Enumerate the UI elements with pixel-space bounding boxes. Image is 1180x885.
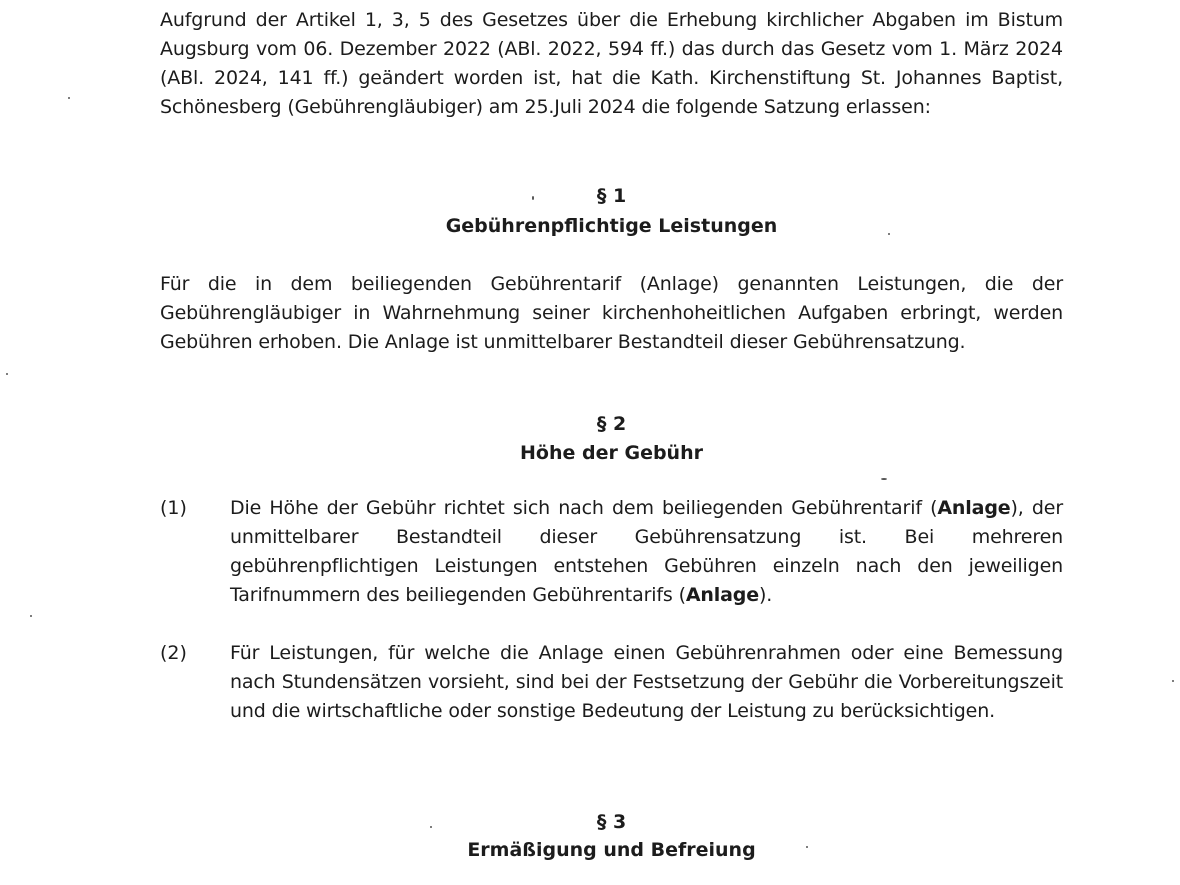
- item-number: (2): [160, 642, 187, 664]
- item-text: Für Leistungen, für welche die Anlage einen Gebührenrahmen oder eine Bemessung nach Stundensätzen vorsieht, sind bei der Festsetzung der Gebühr die Vorbereitungszeit und die wirtschaftliche oder sonstige Bedeutung der Leistung zu berücksichtigen.: [230, 642, 1063, 722]
- section-2-number: § 2: [596, 413, 627, 435]
- scan-speck: [6, 373, 8, 375]
- section-3-number: § 3: [596, 811, 627, 833]
- anlage-reference: Anlage: [937, 497, 1011, 519]
- scan-speck: [430, 826, 432, 828]
- section-3-title: Ermäßigung und Befreiung: [467, 839, 756, 861]
- item-text: [230, 494, 1063, 610]
- item-text-part: ).: [758, 584, 773, 606]
- scan-speck: [1172, 680, 1174, 682]
- item-number: (1): [160, 497, 187, 519]
- section-2-title: Höhe der Gebühr: [520, 442, 703, 464]
- scan-speck: [888, 233, 890, 235]
- scan-speck: [68, 97, 70, 99]
- anlage-reference: Anlage: [685, 584, 759, 606]
- item-text-part: Die Höhe der Gebühr richtet sich nach dem beiliegenden Gebührentarif (: [230, 497, 938, 519]
- scan-speck: [532, 196, 534, 200]
- intro-paragraph: Aufgrund der Artikel 1, 3, 5 des Gesetzes über die Erhebung kirchlicher Abgaben im Bistum Augsburg vom 06. Dezember 2022 (ABl. 2022, 594 ff.) das durch das Gesetz vom 1. März 2024 (ABl. 2024, 141 ff.) geändert worden ist, hat die Kath. Kirchenstiftung St. Johannes Baptist, Schönesberg (Gebührengläubiger) am 25.Juli 2024 die folgende Satzung erlassen:: [160, 9, 1063, 118]
- scan-speck: [806, 846, 808, 848]
- item-text-part: ), der unmittelbarer Bestandteil dieser Gebührensatzung ist. Bei mehreren gebührenpflichtigen Leistungen entstehen Gebühren einzeln nach den jeweiligen Tarifnummern des beiliegenden Gebührentarifs (: [230, 497, 1063, 606]
- scan-speck: [30, 615, 32, 617]
- section-1-number: § 1: [596, 185, 627, 207]
- section-1-body: Für die in dem beiliegenden Gebührentarif (Anlage) genannten Leistungen, die der Gebührengläubiger in Wahrnehmung seiner kirchenhoheitlichen Aufgaben erbringt, werden Gebühren erhoben. Die Anlage ist unmittelbarer Bestandteil dieser Gebührensatzung.: [160, 273, 1063, 353]
- section-1-title: Gebührenpflichtige Leistungen: [445, 215, 778, 237]
- scan-speck: [881, 478, 887, 480]
